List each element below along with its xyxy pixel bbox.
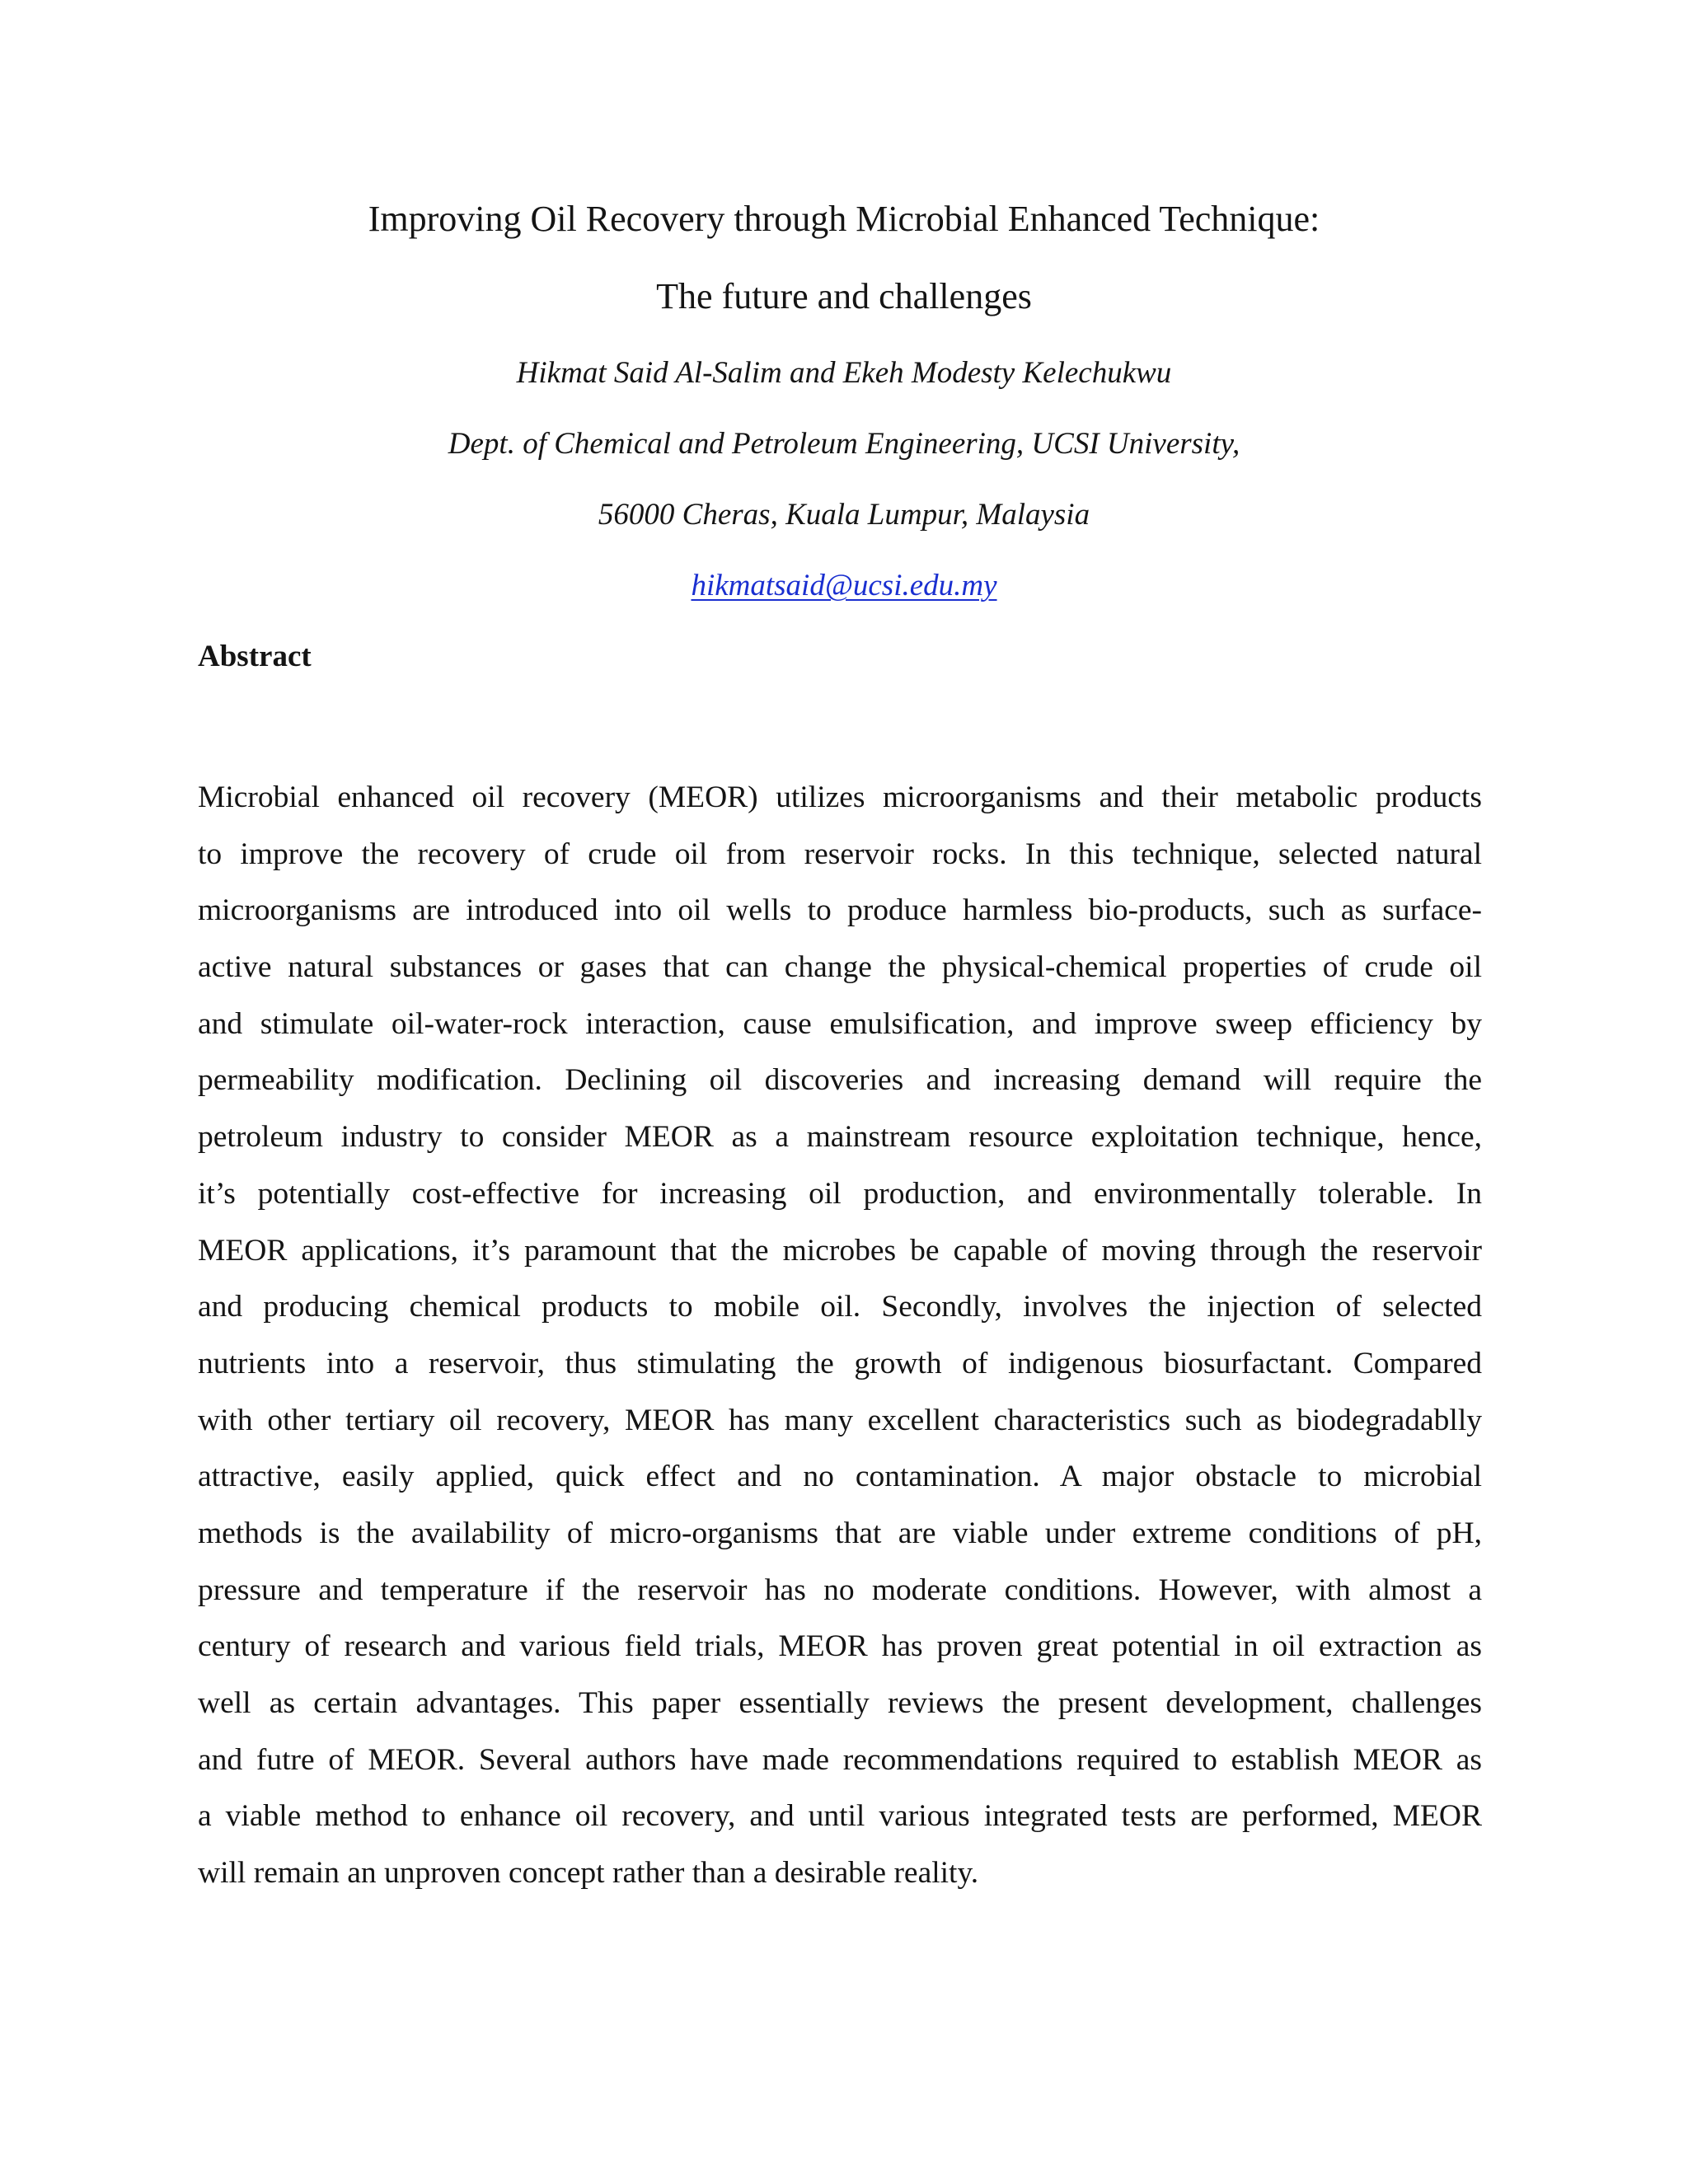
abstract-line: with other tertiary oil recovery, MEOR has many excellent characteristics such as biodegradablly — [198, 1403, 1482, 1437]
abstract-line: well as certain advantages. This paper essentially reviews the present development, challenges — [198, 1686, 1482, 1720]
abstract-line: MEOR applications, it’s paramount that the microbes be capable of moving through the reservoir — [198, 1233, 1482, 1268]
abstract-line: attractive, easily applied, quick effect and no contamination. A major obstacle to microbial — [198, 1460, 1482, 1494]
abstract-line: and stimulate oil-water-rock interaction, cause emulsification, and improve sweep efficiency by — [198, 1006, 1482, 1041]
abstract-line: methods is the availability of micro-organisms that are viable under extreme conditions of pH, — [198, 1516, 1482, 1550]
abstract-line: it’s potentially cost-effective for increasing oil production, and environmentally tolerable. In — [198, 1176, 1482, 1211]
author-names: Hikmat Said Al-Salim and Ekeh Modesty Kelechukwu — [516, 356, 1172, 390]
email-link[interactable]: hikmatsaid@ucsi.edu.my — [691, 569, 997, 602]
abstract-line: and producing chemical products to mobile oil. Secondly, involves the injection of selected — [198, 1290, 1482, 1324]
abstract-line: Microbial enhanced oil recovery (MEOR) utilizes microorganisms and their metabolic products — [198, 780, 1482, 814]
paper-title-line-1: Improving Oil Recovery through Microbial Enhanced Technique: — [368, 199, 1320, 239]
abstract-heading: Abstract — [198, 640, 312, 673]
affiliation-line-1: Dept. of Chemical and Petroleum Engineering, UCSI University, — [448, 427, 1240, 461]
abstract-line: will remain an unproven concept rather than a desirable reality. — [198, 1856, 979, 1891]
affiliation-line-2: 56000 Cheras, Kuala Lumpur, Malaysia — [598, 498, 1090, 532]
abstract-line: active natural substances or gases that can change the physical-chemical properties of crude oil — [198, 950, 1482, 985]
abstract-line: permeability modification. Declining oil discoveries and increasing demand will require the — [198, 1063, 1482, 1098]
abstract-line: century of research and various field trials, MEOR has proven great potential in oil extraction as — [198, 1629, 1482, 1664]
abstract-line: nutrients into a reservoir, thus stimulating the growth of indigenous biosurfactant. Compared — [198, 1346, 1482, 1380]
abstract-line: a viable method to enhance oil recovery, and until various integrated tests are performed, MEOR — [198, 1799, 1482, 1834]
abstract-line: petroleum industry to consider MEOR as a mainstream resource exploitation technique, hence, — [198, 1120, 1482, 1155]
email-row — [0, 565, 1688, 607]
paper-title-line-2: The future and challenges — [656, 276, 1032, 316]
abstract-line: pressure and temperature if the reservoir has no moderate conditions. However, with almost a — [198, 1572, 1482, 1607]
abstract-line: and futre of MEOR. Several authors have made recommendations required to establish MEOR as — [198, 1742, 1482, 1777]
abstract-body — [198, 777, 1482, 1910]
abstract-line: to improve the recovery of crude oil from reservoir rocks. In this technique, selected natural — [198, 837, 1482, 871]
abstract-line: microorganisms are introduced into oil wells to produce harmless bio-products, such as surface- — [198, 893, 1482, 928]
